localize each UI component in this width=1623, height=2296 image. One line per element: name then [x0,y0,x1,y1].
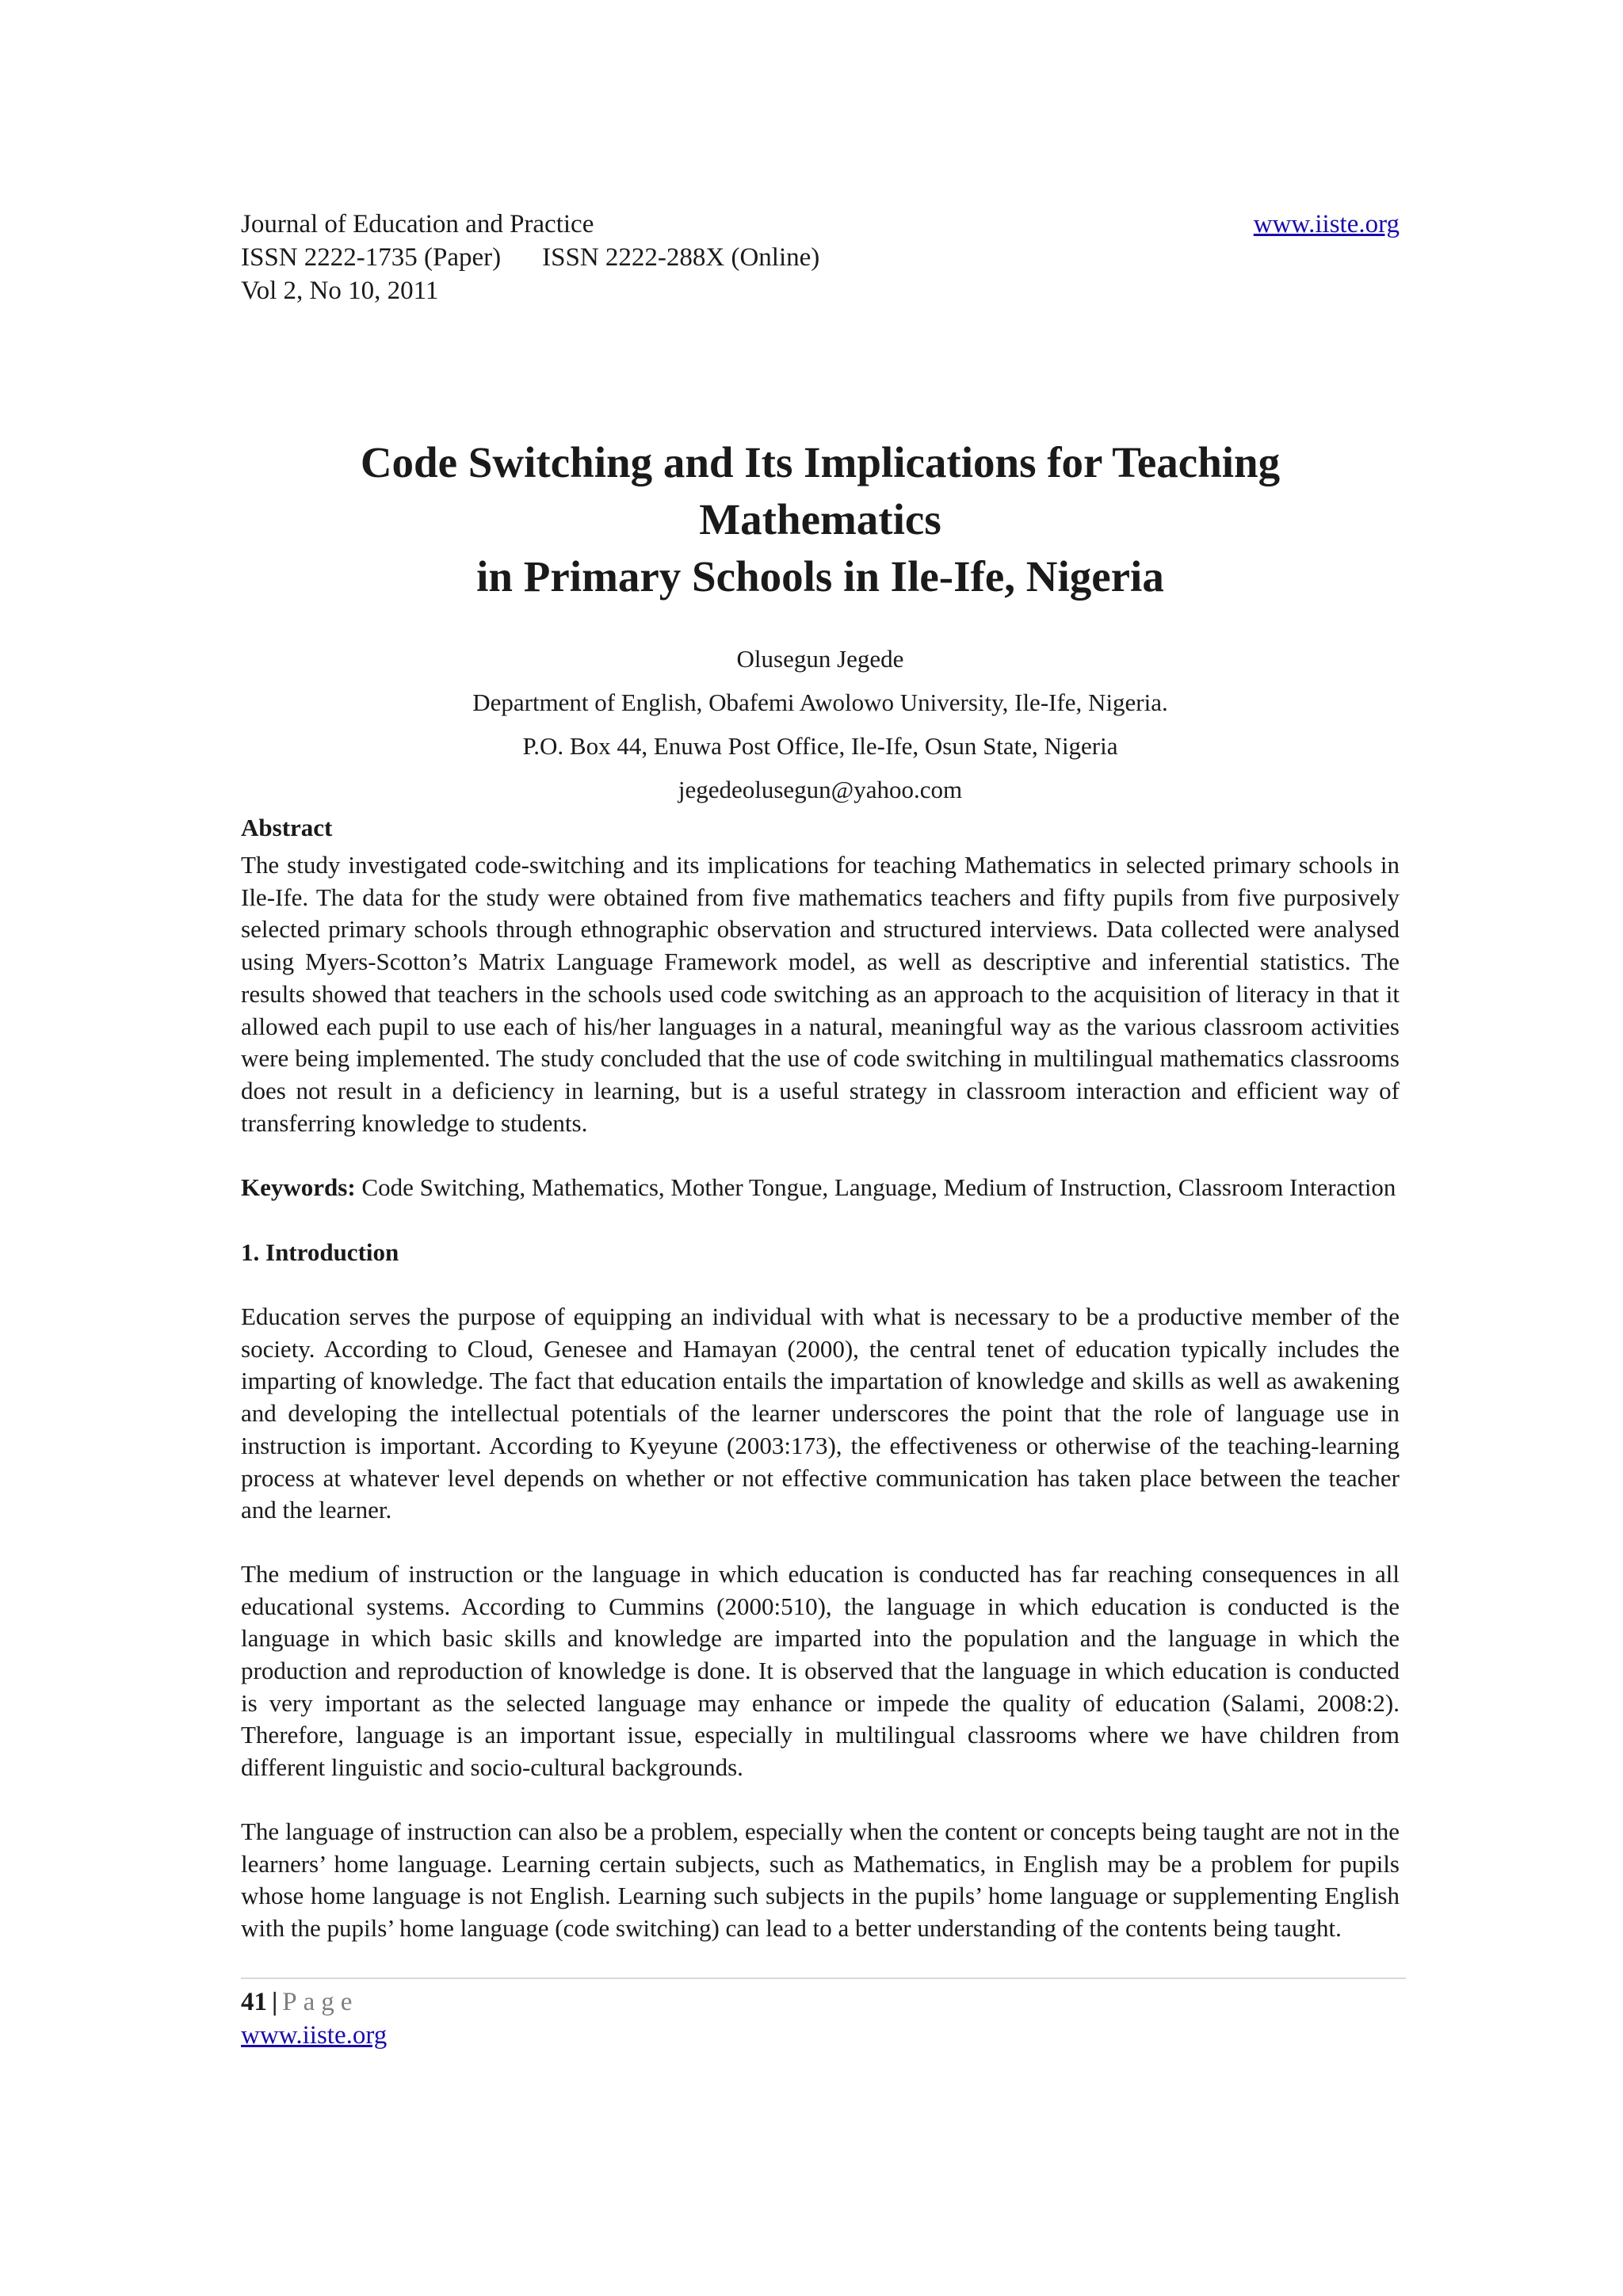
header-website-link[interactable]: www.iiste.org [1253,210,1400,238]
issn-online: ISSN 2222-288X (Online) [542,243,820,272]
author-address: P.O. Box 44, Enuwa Post Office, Ile-Ife, Osun State, Nigeria [522,732,1118,760]
issn-paper: ISSN 2222-1735 (Paper) [241,243,502,272]
intro-paragraph-2: The medium of instruction or the language in which education is conducted has far reaching consequences in all educational systems. According to Cummins (2000:510), the language in which education is conducted is the language in which basic skills and knowledge are imparted into the population and the language in which the production and reproduction of knowledge is done. It is observed that the language in which education is conducted is very important as the selected language may enhance or impede the quality of education (Salami, 2008:2). Therefore, language is an important issue, especially in multilingual classrooms where we have children from different linguistic and socio-cultural backgrounds. [241,1559,1400,1782]
journal-header [241,208,1400,307]
keywords [241,1172,1400,1204]
keywords-text: Code Switching, Mathematics, Mother Tongue, Language, Medium of Instruction, Classroom Interaction [361,1173,1396,1202]
section-heading-introduction: 1. Introduction [241,1238,399,1267]
page-number [241,1985,1406,2019]
journal-name: Journal of Education and Practice [241,210,594,238]
paper-title [241,434,1400,605]
intro-paragraph-1: Education serves the purpose of equipping an individual with what is necessary to be a productive member of the society. According to Cloud, Genesee and Hamayan (2000), the central tenet of education typically includes the imparting of knowledge. The fact that education entails the impartation of knowledge and skills as well as awakening and developing the intellectual potentials of the learner underscores the point that the role of language use in instruction is important. According to Kyeyune (2003:173), the effectiveness or otherwise of the teaching-learning process at whatever level depends on whether or not effective communication has taken place between the teacher and the learner. [241,1302,1400,1524]
footer-website-link[interactable]: www.iiste.org [241,2021,388,2050]
author-name: Olusegun Jegede [736,645,904,673]
page-footer [241,1978,1406,2052]
volume-info: Vol 2, No 10, 2011 [241,277,439,305]
footer-divider [241,1978,1406,1979]
abstract-text: The study investigated code-switching and its implications for teaching Mathematics in selected primary schools in Ile-Ife. The data for the study were obtained from five mathematics teachers and fifty pupils from five purposively selected primary schools through ethnographic observation and structured interviews. Data collected were analysed using Myers-Scotton’s Matrix Language Framework model, as well as descriptive and inferential statistics. The results showed that teachers in the schools used code switching as an approach to the acquisition of literacy in that it allowed each pupil to use each of his/her languages in a natural, meaningful way as the various classroom activities were being implemented. The study concluded that the use of code switching in multilingual mathematics classrooms does not result in a deficiency in learning, but is a useful strategy in classroom interaction and efficient way of transferring knowledge to students. [241,851,1400,1137]
intro-paragraph-3: The language of instruction can also be a problem, especially when the content or concepts being taught are not in the learners’ home language. Learning certain subjects, such as Mathematics, in English may be a problem for pupils whose home language is not English. Learning such subjects in the pupils’ home language or supplementing English with the pupils’ home language (code switching) can lead to a better understanding of the contents being taught. [241,1817,1400,1942]
title-line-2: in Primary Schools in Ile-Ife, Nigeria [476,552,1164,601]
title-line-1: Code Switching and Its Implications for Teaching Mathematics [360,438,1281,543]
abstract-heading: Abstract [241,814,333,841]
page-number-value: 41 [241,1988,267,2016]
author-email: jegedeolusegun@yahoo.com [678,776,963,803]
page-label: Page [282,1988,359,2016]
paper-page [241,208,1400,1945]
keywords-label: Keywords: [241,1173,356,1202]
page-separator: | [272,1988,278,2016]
author-department: Department of English, Obafemi Awolowo University, Ile-Ife, Nigeria. [472,688,1168,716]
issn-line [241,241,1400,274]
author-block [241,637,1400,811]
